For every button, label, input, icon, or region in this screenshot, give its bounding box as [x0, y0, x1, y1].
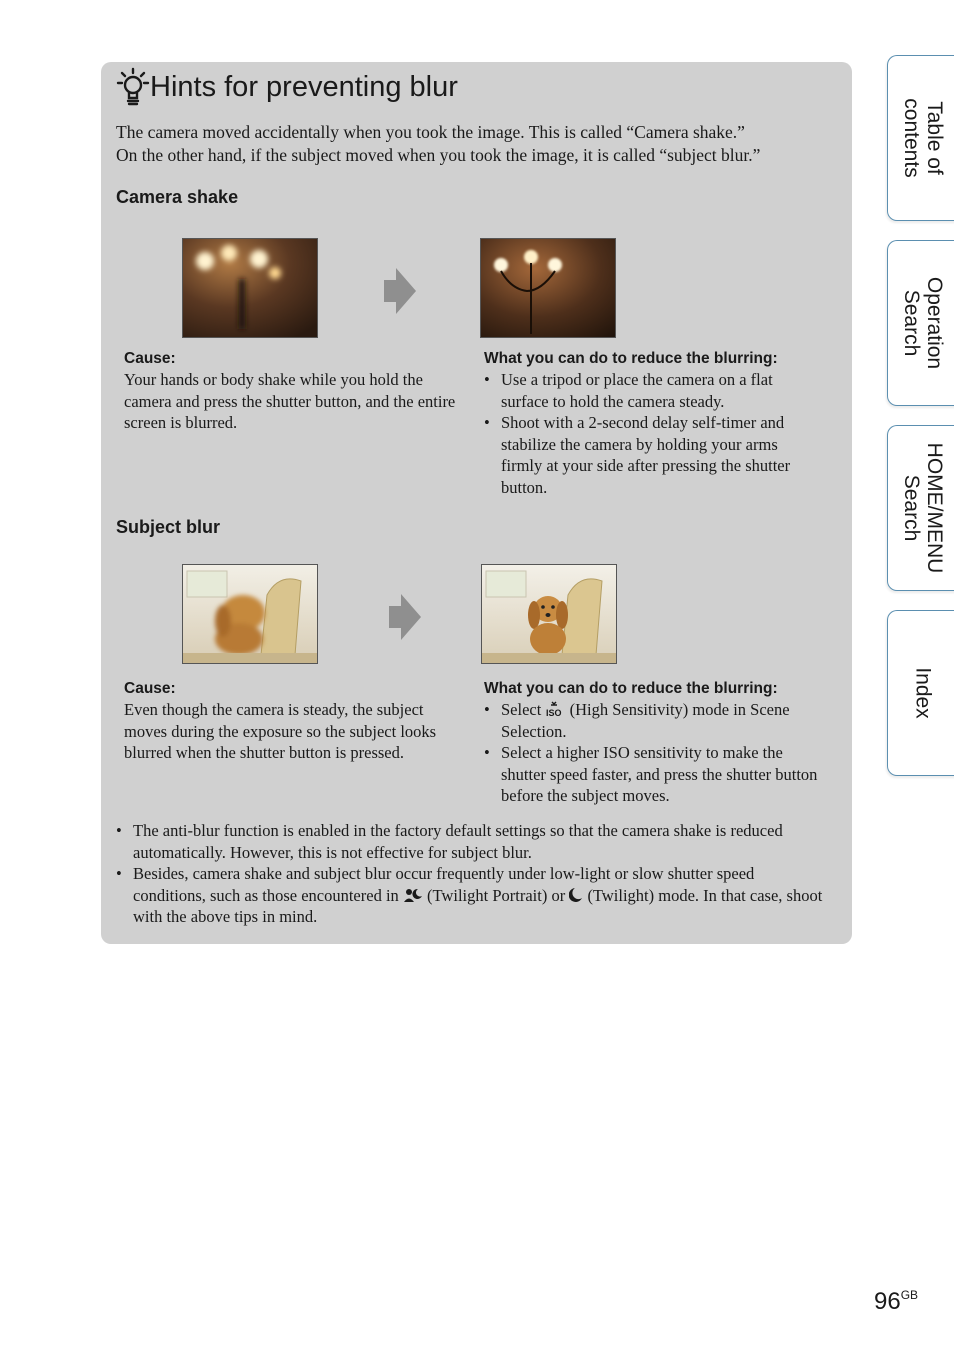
cause-label: Cause:	[124, 680, 176, 697]
note-text: Besides, camera shake and subject blur occur frequently under low-light or slow shutter speed conditions, such as those encountered in	[133, 864, 755, 905]
svg-text:ISO: ISO	[546, 708, 562, 717]
high-sensitivity-iso-icon	[545, 701, 565, 717]
remedy-label: What you can do to reduce the blurring:	[484, 350, 778, 367]
hint-lightbulb-icon	[116, 67, 150, 107]
subject-blur-remedies	[484, 678, 819, 807]
tab-label: HOME/MENU Search	[900, 442, 946, 574]
remedy-label: What you can do to reduce the blurring:	[484, 680, 778, 697]
camera-shake-blurred-photo	[182, 238, 318, 338]
subject-blur-cause	[124, 678, 464, 764]
camera-shake-sharp-photo	[480, 238, 616, 338]
camera-shake-cause	[124, 348, 464, 434]
subject-blur-heading: Subject blur	[116, 517, 221, 537]
tab-index[interactable]	[887, 610, 954, 776]
cause-text: Your hands or body shake while you hold the camera and press the shutter button, and the entire screen is blurred.	[124, 370, 456, 432]
page-title: Hints for preventing blur	[150, 70, 458, 103]
page-number	[874, 1288, 918, 1316]
tab-table-of-contents[interactable]	[887, 55, 954, 221]
intro-text	[116, 121, 846, 167]
cause-text: Even though the camera is steady, the subject moves during the exposure so the subject looks blurred when the shutter button is pressed.	[124, 700, 437, 762]
twilight-moon-icon	[569, 887, 583, 903]
camera-shake-heading: Camera shake	[116, 187, 239, 207]
page-number-value: 96	[874, 1288, 901, 1315]
intro-line: On the other hand, if the subject moved when you took the image, it is called “subject blur.”	[116, 145, 761, 165]
note-item: • The anti-blur function is enabled in the factory default settings so that the camera shake is reduced automatically. However, this is not effective for subject blur.	[116, 820, 831, 863]
remedy-item: • Shoot with a 2-second delay self-timer and stabilize the camera by holding your arms firmly at your side after pressing the shutter button.	[484, 412, 819, 498]
subject-blur-sharp-photo	[481, 564, 617, 664]
subject-blur-blurred-photo	[182, 564, 318, 664]
notes-list	[116, 820, 831, 928]
tab-operation-search[interactable]	[887, 240, 954, 406]
note-text: (Twilight Portrait) or	[427, 885, 566, 905]
tab-label: Operation Search	[900, 276, 946, 370]
tab-label: Index	[911, 667, 935, 719]
hint-title-row	[116, 66, 458, 108]
tab-label: Table of contents	[900, 98, 946, 178]
remedy-item: • Select a higher ISO sensitivity to make the shutter speed faster, and press the shutter button before the subject moves.	[484, 742, 819, 807]
remedy-item: • Use a tripod or place the camera on a flat surface to hold the camera steady.	[484, 369, 819, 412]
note-item	[116, 863, 831, 928]
page-number-suffix: GB	[900, 1288, 919, 1302]
note-text: (Twilight) mode. In that case, shoot with the above tips in mind.	[133, 885, 823, 926]
remedy-text: Select	[501, 700, 542, 719]
remedy-text: (High Sensitivity) mode in Scene Selection.	[501, 700, 790, 741]
arrow-right-icon	[384, 268, 416, 314]
camera-shake-remedies	[484, 348, 819, 498]
tab-home-menu-search[interactable]	[887, 425, 954, 591]
twilight-portrait-icon	[403, 887, 423, 903]
intro-line: The camera moved accidentally when you took the image. This is called “Camera shake.”	[116, 122, 745, 142]
remedy-item	[484, 699, 819, 742]
cause-label: Cause:	[124, 350, 176, 367]
arrow-right-icon	[389, 594, 421, 640]
